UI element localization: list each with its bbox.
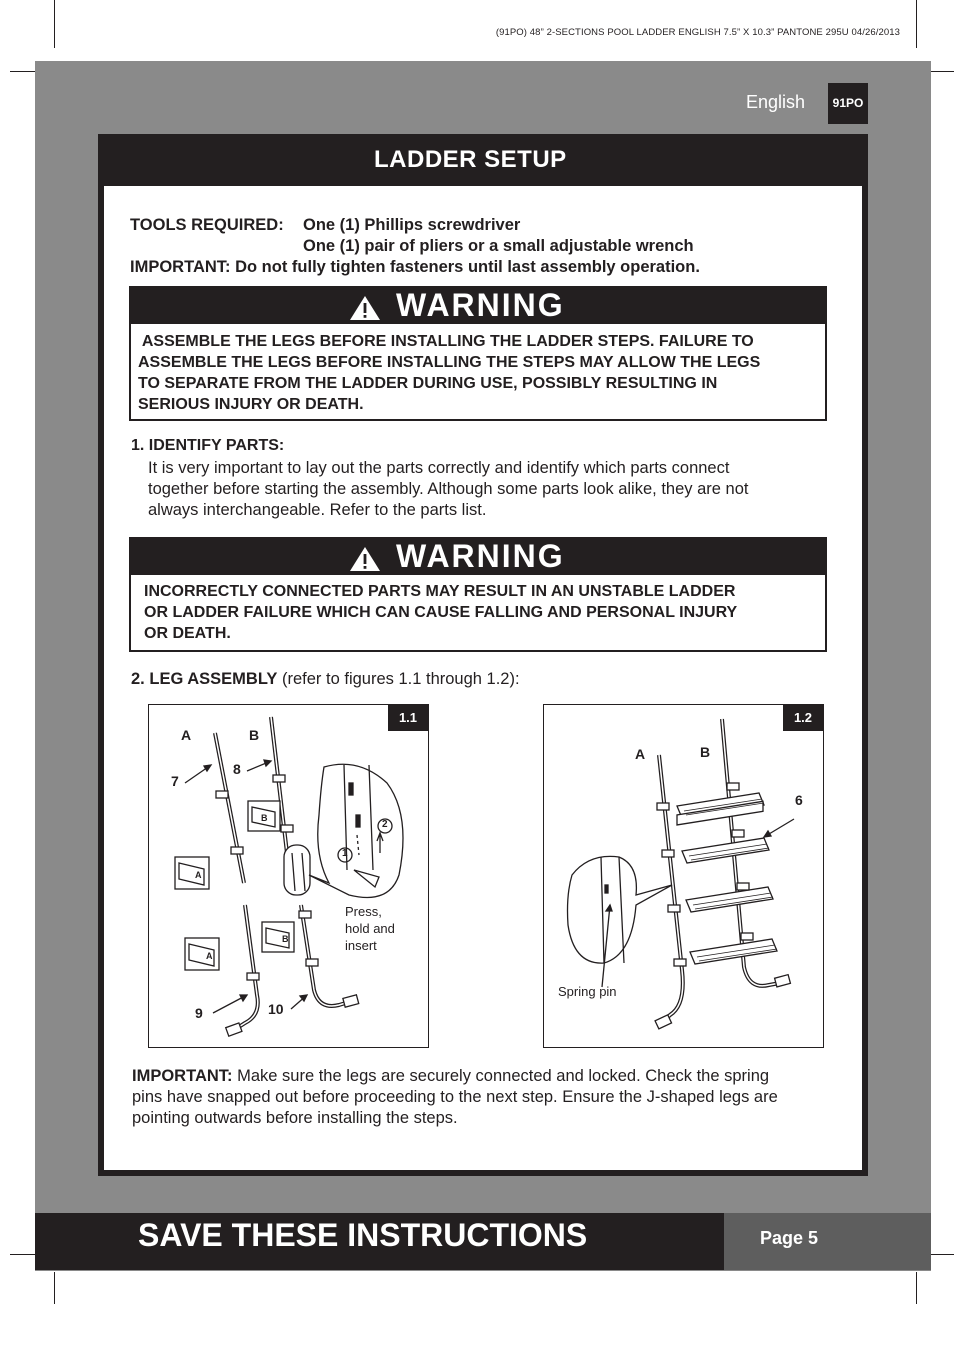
important-note [132,1066,832,1129]
warning-title: WARNING [396,287,565,323]
part-number-10: 10 [268,1001,284,1017]
rail-label-a: A [635,746,646,762]
sticker-label-a: A [206,951,213,961]
step-title-suffix: (refer to figures 1.1 through 1.2): [277,670,520,688]
sticker-label-b: B [282,934,289,944]
crop-mark [54,1272,55,1304]
warning-triangle-icon [349,295,381,321]
sticker-label-b: B [261,813,268,823]
important-tighten-note: IMPORTANT: Do not fully tighten fasteners until last assembly operation. [130,258,700,276]
warning-line: OR DEATH. [144,625,231,642]
crop-mark [916,0,917,48]
leg-label-b: B [249,727,260,743]
print-slug: (91PO) 48” 2-SECTIONS POOL LADDER ENGLISH 7.5” X 10.3” PANTONE 295U 04/26/2013 [495,27,900,38]
section-title: LADDER SETUP [374,146,567,173]
step-title: LEG ASSEMBLY [149,670,278,688]
language-label: English [746,92,806,112]
step-line: always interchangeable. Refer to the parts list. [148,501,487,519]
tools-label: TOOLS REQUIRED: [130,216,284,234]
warning-line: ASSEMBLE THE LEGS BEFORE INSTALLING THE LADDER STEPS. FAILURE TO [138,333,754,350]
step-2-heading [131,670,520,689]
figure-1-1 [148,704,429,1048]
spring-pin-callout: Spring pin [558,984,617,999]
warning-title: WARNING [396,538,565,574]
step-1-body [148,458,828,521]
warning-box-legs [129,286,827,421]
save-instructions-banner: SAVE THESE INSTRUCTIONS [138,1217,588,1253]
page-number: Page 5 [760,1228,819,1248]
part-number-9: 9 [195,1005,203,1021]
warning-line: INCORRECTLY CONNECTED PARTS MAY RESULT IN AN UNSTABLE LADDER [144,583,736,600]
language-code-badge: 91PO [828,83,868,124]
step-line: It is very important to lay out the parts correctly and identify which parts connect [148,459,730,477]
press-hold-insert-callout [345,903,395,954]
callout-line: hold and [345,921,395,936]
warning-triangle-icon [349,546,381,572]
figure-tag: 1.1 [388,705,428,731]
warning-line: OR LADDER FAILURE WHICH CAN CAUSE FALLING AND PERSONAL INJURY [144,604,738,621]
step-1-heading [131,437,284,455]
warning-box-parts [129,537,827,652]
important-line: Make sure the legs are securely connected and locked. Check the spring [232,1067,770,1085]
warning-line: ASSEMBLE THE LEGS BEFORE INSTALLING THE STEPS MAY ALLOW THE LEGS [138,354,761,371]
callout-line: insert [345,938,377,953]
crop-mark [10,1254,37,1255]
step-number: 1. [131,437,145,454]
warning-header [131,288,825,324]
step-line: together before starting the assembly. Although some parts look alike, they are not [148,480,749,498]
page-number-box [724,1213,931,1270]
sticker-label-a: A [195,870,202,880]
important-line: pins have snapped out before proceeding to the next step. Ensure the J-shaped legs are [132,1088,778,1106]
tool-item: One (1) pair of pliers or a small adjustable wrench [303,237,694,255]
rail-label-b: B [700,744,711,760]
part-number-7: 7 [171,773,179,789]
tools-required [130,215,700,278]
callout-line: Press, [345,904,382,919]
part-number-8: 8 [233,761,241,777]
crop-mark [54,0,55,48]
callout-step-2: 2 [382,819,388,830]
leg-label-a: A [181,727,192,743]
crop-mark [916,1272,917,1304]
part-number-6: 6 [795,792,803,808]
step-number: 2. [131,670,145,688]
warning-line: SERIOUS INJURY OR DEATH. [138,396,364,413]
step-title: IDENTIFY PARTS: [148,437,285,454]
figure-1-2 [543,704,824,1048]
warning-line: TO SEPARATE FROM THE LADDER DURING USE, POSSIBLY RESULTING IN [138,375,718,392]
figure-tag: 1.2 [783,705,823,731]
callout-step-1: 1 [342,848,348,859]
tool-item: One (1) Phillips screwdriver [303,216,521,234]
crop-mark [10,71,37,72]
warning-header [131,539,825,575]
important-label: IMPORTANT: [132,1067,233,1085]
important-line: pointing outwards before installing the steps. [132,1109,458,1127]
leg-assembly-illustration [149,705,428,1047]
